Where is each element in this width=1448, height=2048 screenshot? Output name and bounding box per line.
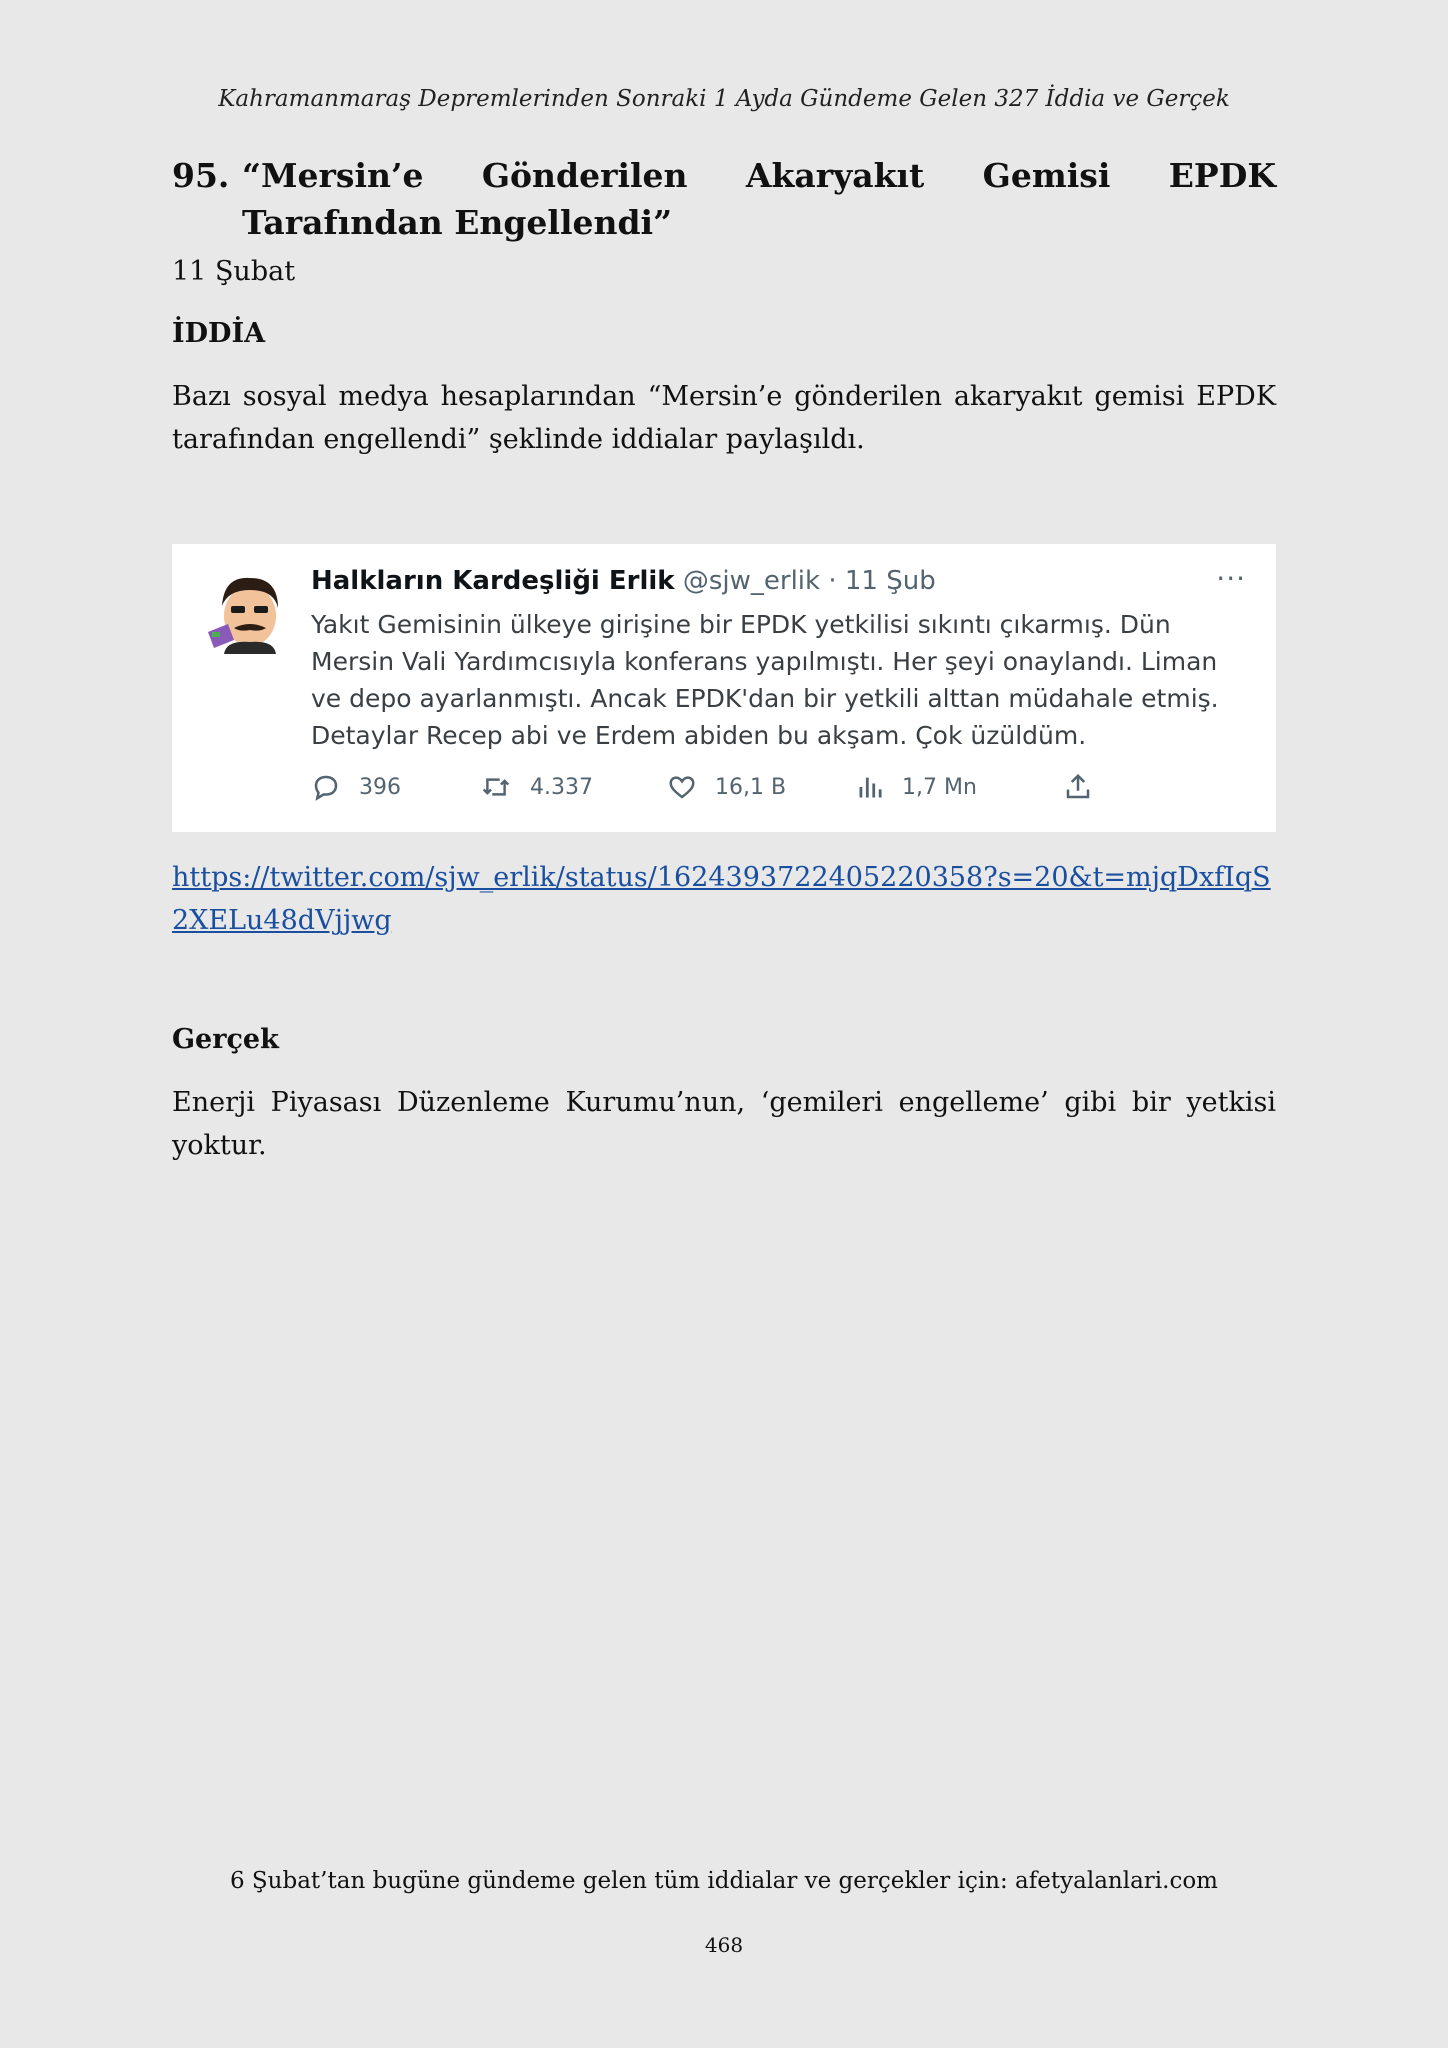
- tweet-date: 11 Şub: [844, 566, 936, 596]
- page-number: 468: [704, 1933, 744, 1957]
- views-icon: [856, 772, 884, 802]
- reply-count: 396: [359, 774, 401, 800]
- retweet-count: 4.337: [530, 774, 593, 800]
- tweet-actions: [311, 772, 1211, 812]
- share-action: [1063, 772, 1111, 802]
- retweet-action: [480, 772, 593, 802]
- reply-icon: [311, 772, 341, 802]
- like-count: 16,1 B: [715, 774, 787, 800]
- tweet-display-name: Halkların Kardeşliği Erlik: [311, 566, 675, 596]
- views-action: [856, 772, 977, 802]
- reply-action: [311, 772, 401, 802]
- retweet-icon: [480, 772, 512, 802]
- claim-label: İDDİA: [172, 318, 266, 349]
- avatar: [204, 566, 292, 654]
- heart-icon: [667, 772, 697, 802]
- share-icon: [1063, 772, 1093, 802]
- more-options-icon: ···: [1216, 562, 1246, 595]
- running-header: Kahramanmaraş Depremlerinden Sonraki 1 Ayda Gündeme Gelen 327 İddia ve Gerçek: [218, 86, 1230, 112]
- views-count: 1,7 Mn: [902, 774, 977, 800]
- source-link[interactable]: https://twitter.com/sjw_erlik/status/1624393722405220358?s=20&t=mjqDxfIqS2XELu48dVjjwg: [172, 862, 1271, 936]
- tweet-handle: @sjw_erlik: [682, 566, 821, 596]
- tweet-separator: ·: [828, 566, 837, 596]
- fact-label: Gerçek: [172, 1024, 279, 1055]
- tweet-screenshot: [172, 544, 1276, 832]
- footer-text: 6 Şubat’tan bugüne gündeme gelen tüm iddialar ve gerçekler için: afetyalanlari.com: [229, 1868, 1218, 1894]
- fact-text: Enerji Piyasası Düzenleme Kurumu’nun, ‘gemileri engelleme’ gibi bir yetkisi yoktur.: [172, 1087, 1276, 1161]
- tweet-header: [311, 566, 936, 596]
- item-title: “Mersin’e Gönderilen Akaryakıt Gemisi EPDK Tarafından Engellendi”: [242, 156, 1276, 242]
- like-action: [667, 772, 786, 802]
- item-date: 11 Şubat: [172, 256, 296, 287]
- claim-text: Bazı sosyal medya hesaplarından “Mersin’e gönderilen akaryakıt gemisi EPDK tarafından engellendi” şeklinde iddialar paylaşıldı.: [172, 381, 1276, 455]
- item-heading: [172, 152, 1276, 246]
- tweet-text: Yakıt Gemisinin ülkeye girişine bir EPDK yetkilisi sıkıntı çıkarmış. Dün Mersin Vali Yardımcısıyla konferans yapılmıştı. Her şeyi onaylandı. Liman ve depo ayarlanmıştı. Ancak EPDK'dan bir yetkili alttan müdahale etmiş. Detaylar Recep abi ve Erdem abiden bu akşam. Çok üzüldüm.: [311, 610, 1219, 750]
- item-number: 95.: [172, 156, 230, 195]
